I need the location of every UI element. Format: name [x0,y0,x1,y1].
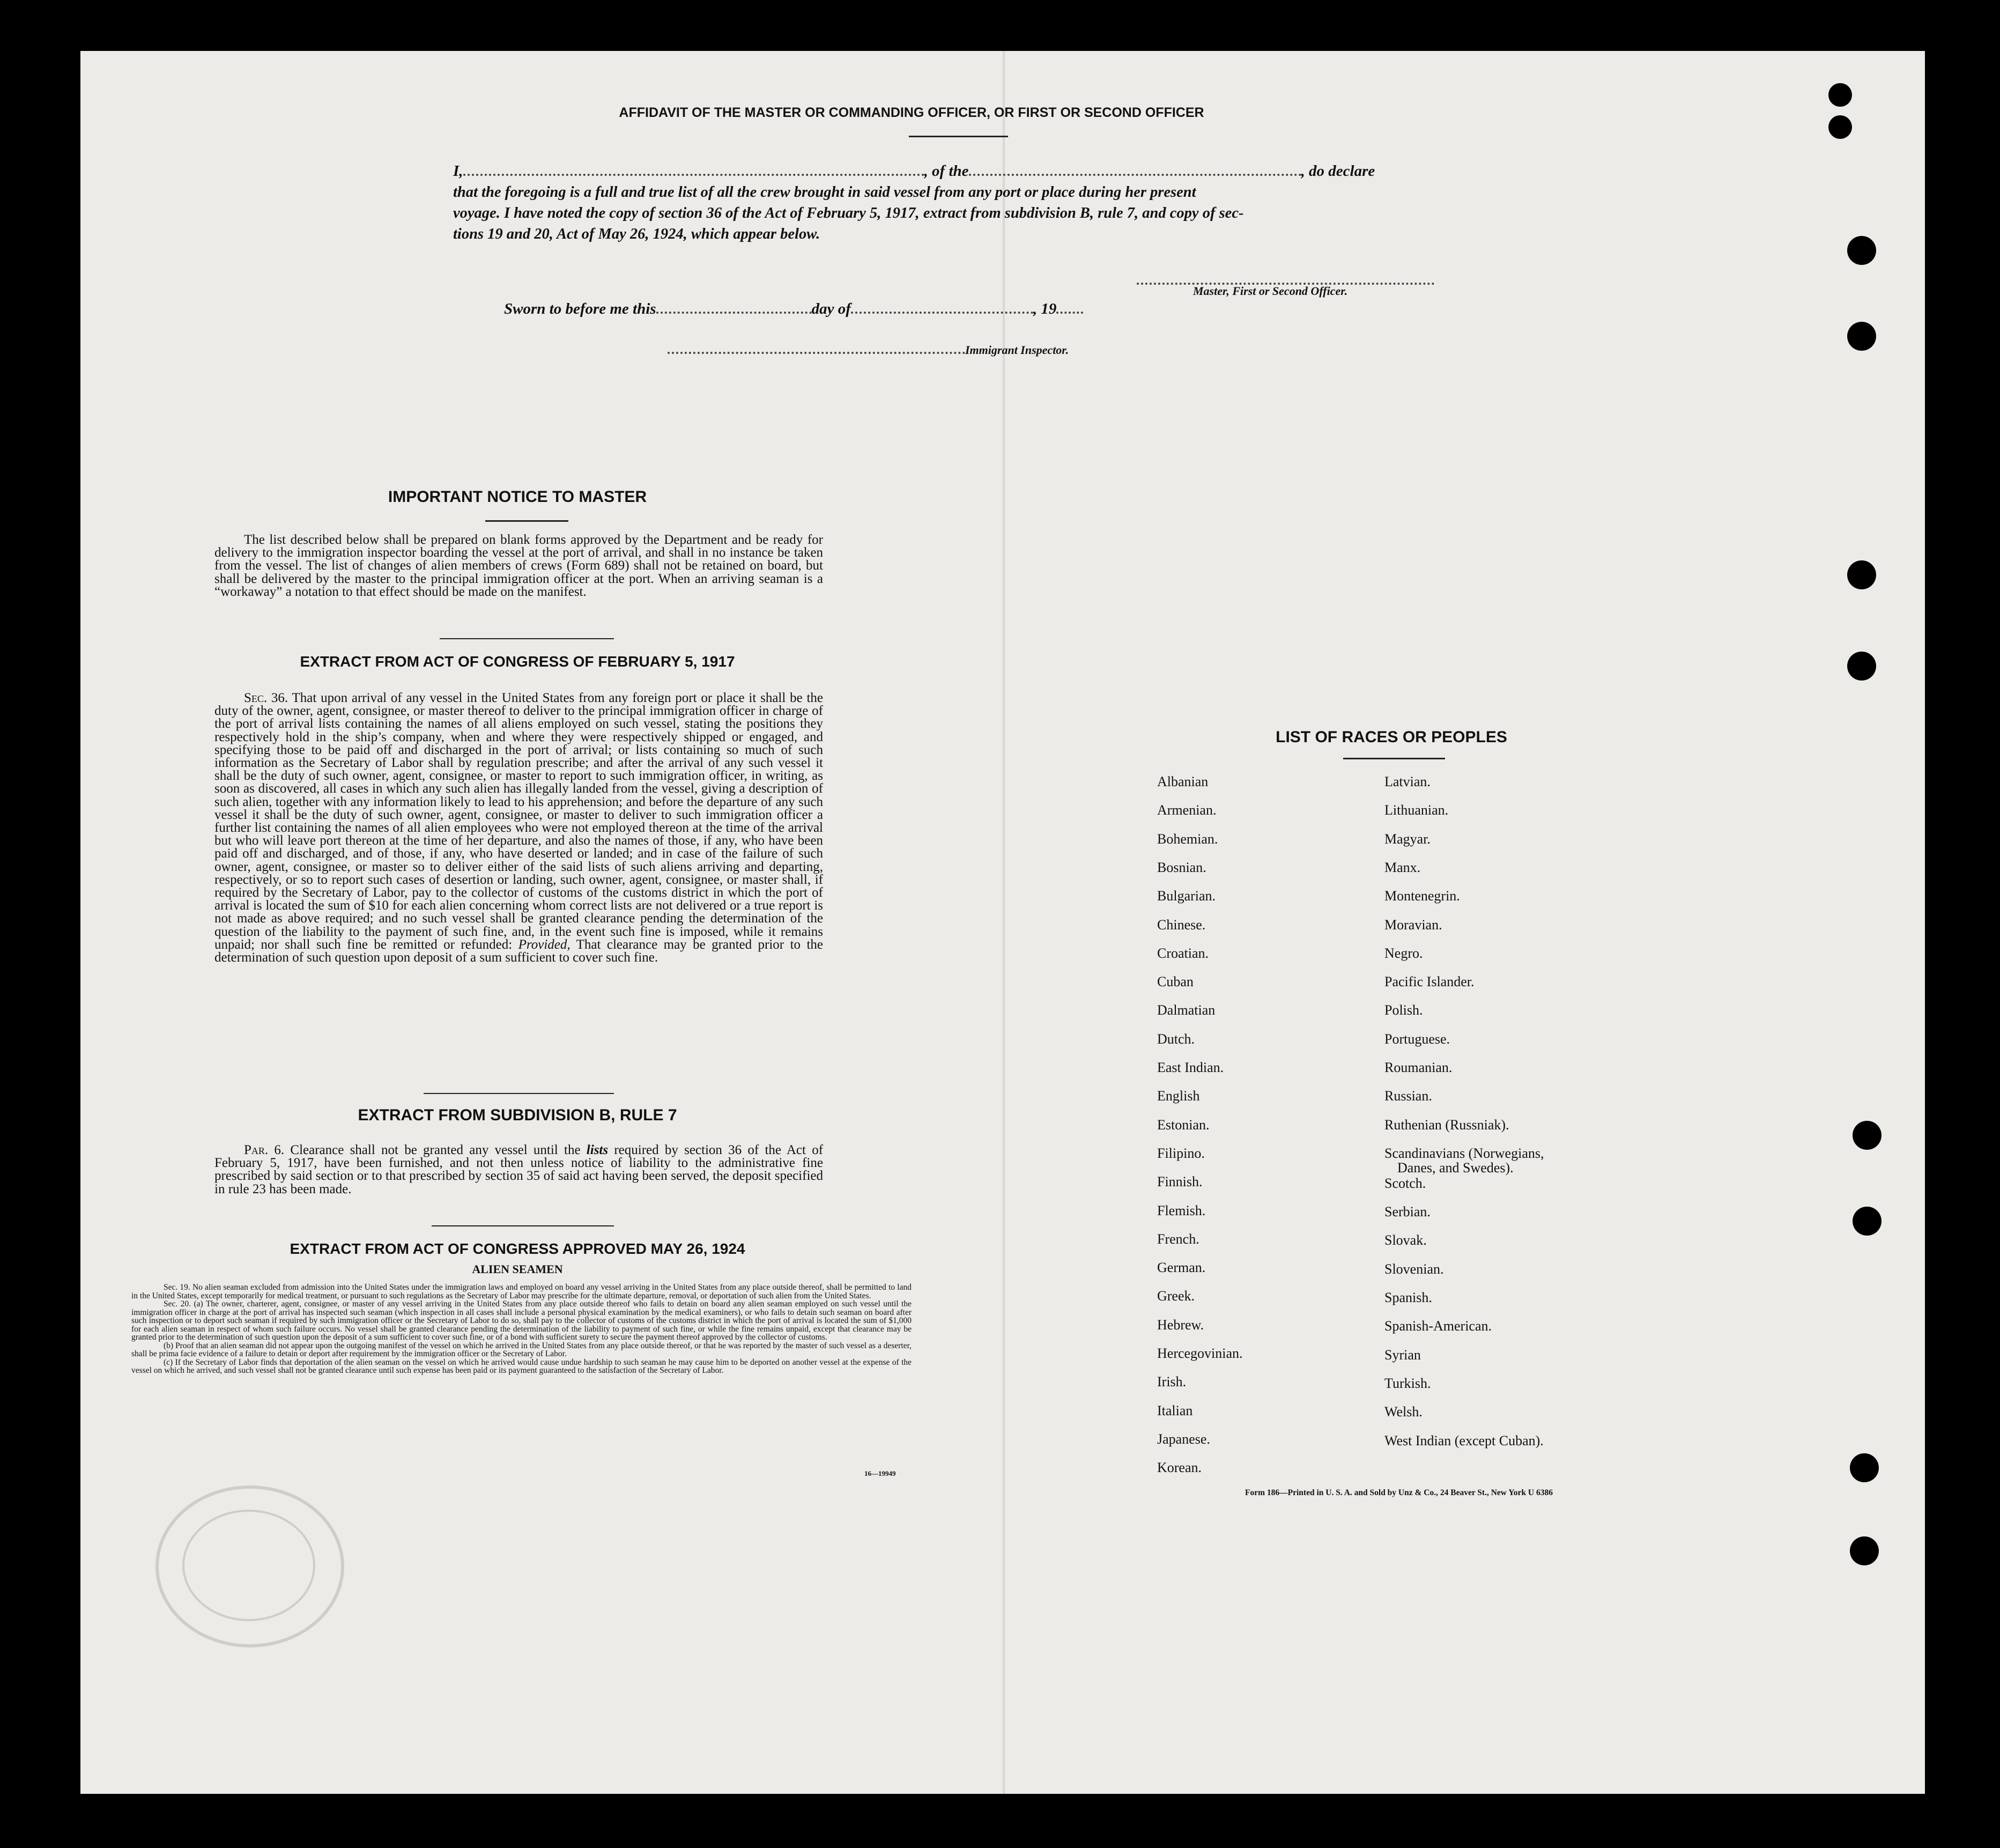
race-item: Cuban [1157,974,1194,989]
provided-term: Provided, [518,937,571,952]
section-19: Sec. 19. No alien seaman excluded from admission into the United States under the immigration laws and employed on board any vessel arriving in the United States from any place outside thereof, shall be permitted to land in the United States, except temporarily for medical treatment, or pursuant to such regulations as the Secretary of Labor may prescribe for the ultimate departure, removal, or deportation of such alien from the United States. [131,1283,912,1300]
divider [432,1225,614,1226]
month-blank[interactable] [851,305,1033,314]
race-item: Dalmatian [1157,1002,1216,1018]
section-label: Sec. 36. [244,691,288,705]
race-item: Polish. [1384,1002,1423,1018]
race-item: Manx. [1384,860,1421,875]
race-item: Bohemian. [1157,831,1218,847]
extract-1924-title: EXTRACT FROM ACT OF CONGRESS APPROVED MAY 26, 1924 [290,1240,745,1257]
affidavit-line: tions 19 and 20, Act of May 26, 1924, which appear below. [453,226,820,242]
race-item: Slovak. [1384,1232,1427,1248]
section-20a: Sec. 20. (a) The owner, charterer, agent, consignee, or master of any vessel arriving in the United States from any place outside thereof who fails to detain on board any alien seaman employed on such vessel until the immigration officer in charge at the port of arrival has inspected such seaman (which inspection in all cases shall include a personal physical examination by the medical examiners), or who fails to detain such seaman on board after such inspection or to deport such seaman if required by such immigration officer or the Secretary of Labor to do so, shall pay to the collector of customs of the customs district in which the port of arrival is located the sum of $1,000 for each alien seaman in respect of whom such failure occurs. No vessel shall be granted clearance pending the determination of the liability to payment of such fine, or while the fine remains unpaid, except that clearance may be granted prior to the determination of such question upon the deposit of a sum sufficient to cover such fine, or of a bond with sufficient surety to secure the payment thereof approved by the collector of customs. [131,1299,912,1342]
race-item: Spanish. [1384,1290,1432,1305]
section-20c: (c) If the Secretary of Labor finds that deportation of the alien seaman on the vessel on which he arrived would cause undue hardship to such seaman he may cause him to be deported on another vessel at the expense of the vessel on which he arrived, and such vessel shall not be granted clearance until such expense has been paid or its payment guaranteed to the satisfaction of the Secretary of Labor. [131,1357,912,1375]
race-item: Croatian. [1157,945,1209,961]
race-item: Albanian [1157,774,1209,789]
sworn-line [504,300,1083,318]
binder-hole [1853,1207,1882,1236]
paragraph-label: Par. 6. [244,1143,285,1157]
race-item: Hebrew. [1157,1317,1204,1333]
race-item: Syrian [1384,1347,1421,1363]
race-item: Bosnian. [1157,860,1206,875]
race-item: Hercegovinian. [1157,1346,1243,1361]
notice-body: The list described below shall be prepared on blank forms approved by the Department and be ready for delivery to the immigration inspector boarding the vessel at the port of arrival, and shall in no instance be taken from the vessel. The list of changes of alien members of crews (Form 689) shall not be retained on board, but shall be delivered by the master to the principal immigration officer at the port. When an arriving seaman is a “workaway” a notation to that effect should be made on the manifest. [214,533,823,599]
race-item: Chinese. [1157,917,1206,933]
race-item: East Indian. [1157,1060,1224,1075]
binder-hole [1847,322,1876,351]
section-text: That upon arrival of any vessel in the United States from any foreign port or place it shall be the duty of the owner, agent, consignee, or master thereof to deliver to the principal immigration officer in charge of the port of arrival lists containing the names of all aliens employed on such vessel, stating the positions they respectively hold in the ship’s company, when and where they were respectively shipped or engaged, and specifying those to be paid off and discharged in the port of arrival; or lists containing so much of such information as the Secretary of Labor shall by regulation prescribe; and after the arrival of any such vessel it shall be the duty of such owner, agent, consignee, or master to report to such immigration officer, in writing, as soon as discovered, all cases in which any such alien has illegally landed from the vessel, giving a description of such alien, together with any information likely to lead to his apprehension; and before the departure of any such vessel it shall be the duty of such owner, agent, consignee, or master to deliver to such immigration officer a further list containing the names of all alien employees who were not employed thereon at the time of the arrival but who will leave port thereon at the time of her departure, and also the names of those, if any, who have been paid off and discharged, and of those, if any, who have deserted or landed; and in case of the failure of such owner, agent, consignee, or master so to deliver either of the said lists of such aliens arriving and departing, respectively, or so to report such cases of desertion or landing, such owner, agent, consignee, or master shall, if required by the Secretary of Labor, pay to the collector of customs of the customs district in which the port of arrival is located the sum of $10 for each alien concerning whom correct lists are not delivered or a true report is not made as above required; and no such vessel shall be granted clearance pending the determination of the question of the liability to the payment of such fine, and, in the event such fine is imposed, while it remains unpaid; nor shall such fine be remitted or refunded: [214,691,823,952]
race-item: French. [1157,1231,1199,1247]
rule-7-body [214,1144,823,1196]
lists-term: lists [586,1143,609,1157]
inspector-caption: Immigrant Inspector. [965,343,1069,357]
affidavit-i-label: I, [453,162,463,180]
divider [485,520,568,522]
form-code: 16—19949 [864,1469,896,1477]
affidavit-of-the: , of the [924,162,969,180]
binder-hole [1847,560,1876,589]
extract-1924-body [131,1283,912,1375]
sworn-label: Sworn to before me this [504,300,656,317]
section-20b: (b) Proof that an alien seaman did not appear upon the outgoing manifest of the vessel on which he arrived in the United States from any place outside thereof, or that he was reported by the master of such vessel as a deserter, shall be prima facie evidence of a failure to detain or deport after requirement by the immigration officer or the Secretary of Labor. [131,1341,912,1358]
race-item: Montenegrin. [1384,888,1460,904]
race-item: Scotch. [1384,1176,1426,1191]
race-item: Bulgarian. [1157,888,1216,904]
race-item: Irish. [1157,1374,1187,1389]
binder-hole [1850,1453,1879,1482]
race-item: Portuguese. [1384,1031,1450,1047]
day-blank[interactable] [656,305,812,314]
affidavit-do-declare: , do declare [1301,162,1375,180]
race-item: Finnish. [1157,1174,1203,1189]
extract-1917-body [214,692,823,964]
embossed-seal-inner [182,1510,315,1621]
inspector-signature-blank[interactable] [668,345,965,354]
race-item: Armenian. [1157,802,1217,818]
race-item: German. [1157,1260,1206,1275]
divider [424,1093,614,1094]
divider [909,136,1008,137]
race-item: Slovenian. [1384,1261,1444,1277]
race-item: Filipino. [1157,1145,1205,1161]
race-item: Spanish-American. [1384,1318,1492,1334]
affidavit-line: that the foregoing is a full and true list of all the crew brought in said vessel from any port or place during her present [453,184,1196,201]
vessel-blank[interactable] [969,167,1301,176]
race-item: English [1157,1088,1200,1104]
notice-title: IMPORTANT NOTICE TO MASTER [388,488,647,506]
binder-hole [1828,83,1852,107]
day-of-label: day of [811,300,851,317]
race-item: Turkish. [1384,1376,1431,1391]
binder-hole [1847,652,1876,681]
divider [1343,758,1445,759]
alien-seamen-subtitle: ALIEN SEAMEN [472,1262,563,1276]
race-item: Russian. [1384,1088,1432,1104]
binder-hole [1847,236,1876,265]
race-item: Negro. [1384,945,1423,961]
races-title: LIST OF RACES OR PEOPLES [1276,728,1507,746]
year-label: , 19 [1033,300,1057,317]
race-item: Greek. [1157,1288,1195,1304]
year-blank[interactable] [1056,305,1083,314]
race-item: Welsh. [1384,1404,1423,1420]
race-item: Flemish. [1157,1203,1206,1218]
race-item: Scandinavians (Norwegians, [1384,1145,1544,1161]
race-item: Estonian. [1157,1117,1210,1133]
race-item: Latvian. [1384,774,1431,789]
binder-hole [1853,1121,1882,1150]
master-caption: Master, First or Second Officer. [1193,284,1348,298]
race-item: Japanese. [1157,1431,1210,1447]
paragraph-text: Clearance shall not be granted any vessel until the [290,1143,581,1157]
race-item: Roumanian. [1384,1060,1453,1075]
race-item-continuation: Danes, and Swedes). [1397,1160,1514,1176]
race-item: Ruthenian (Russniak). [1384,1117,1509,1133]
extract-1917-title: EXTRACT FROM ACT OF CONGRESS OF FEBRUARY 5, 1917 [300,653,735,670]
affidavit-declaration [453,161,1464,245]
affidavit-title: AFFIDAVIT OF THE MASTER OR COMMANDING OFFICER, OR FIRST OR SECOND OFFICER [619,105,1204,120]
section-tail: That clearance may be granted prior to the determination of such question upon deposit of a sum sufficient to cover such fine. [214,937,823,965]
race-item: Magyar. [1384,831,1431,847]
binder-hole [1850,1536,1879,1565]
rule-7-title: EXTRACT FROM SUBDIVISION B, RULE 7 [358,1106,677,1124]
printer-imprint: Form 186—Printed in U. S. A. and Sold by Unz & Co., 24 Beaver St., New York U 6386 [1245,1488,1553,1497]
name-blank[interactable] [463,167,924,176]
race-item: Dutch. [1157,1031,1195,1047]
inspector-line [668,343,1069,357]
race-item: Italian [1157,1403,1193,1418]
affidavit-line: voyage. I have noted the copy of section 36 of the Act of February 5, 1917, extract from subdivision B, rule 7, and copy of sec- [453,205,1244,221]
race-item: Lithuanian. [1384,802,1449,818]
race-item: Moravian. [1384,917,1442,933]
paragraph-text-cont: required by section 36 of the Act of February 5, 1917, have been furnished, and not then unless notice of liability to the administrative fine prescribed by said section or to that prescribed by section 35 of said act having been served, the deposit specified in rule 23 has been made. [214,1143,824,1196]
race-item: West Indian (except Cuban). [1384,1433,1544,1448]
race-item: Serbian. [1384,1204,1431,1219]
binder-hole [1828,115,1852,139]
race-item: Korean. [1157,1460,1202,1475]
race-item: Pacific Islander. [1384,974,1475,989]
divider [440,638,614,639]
